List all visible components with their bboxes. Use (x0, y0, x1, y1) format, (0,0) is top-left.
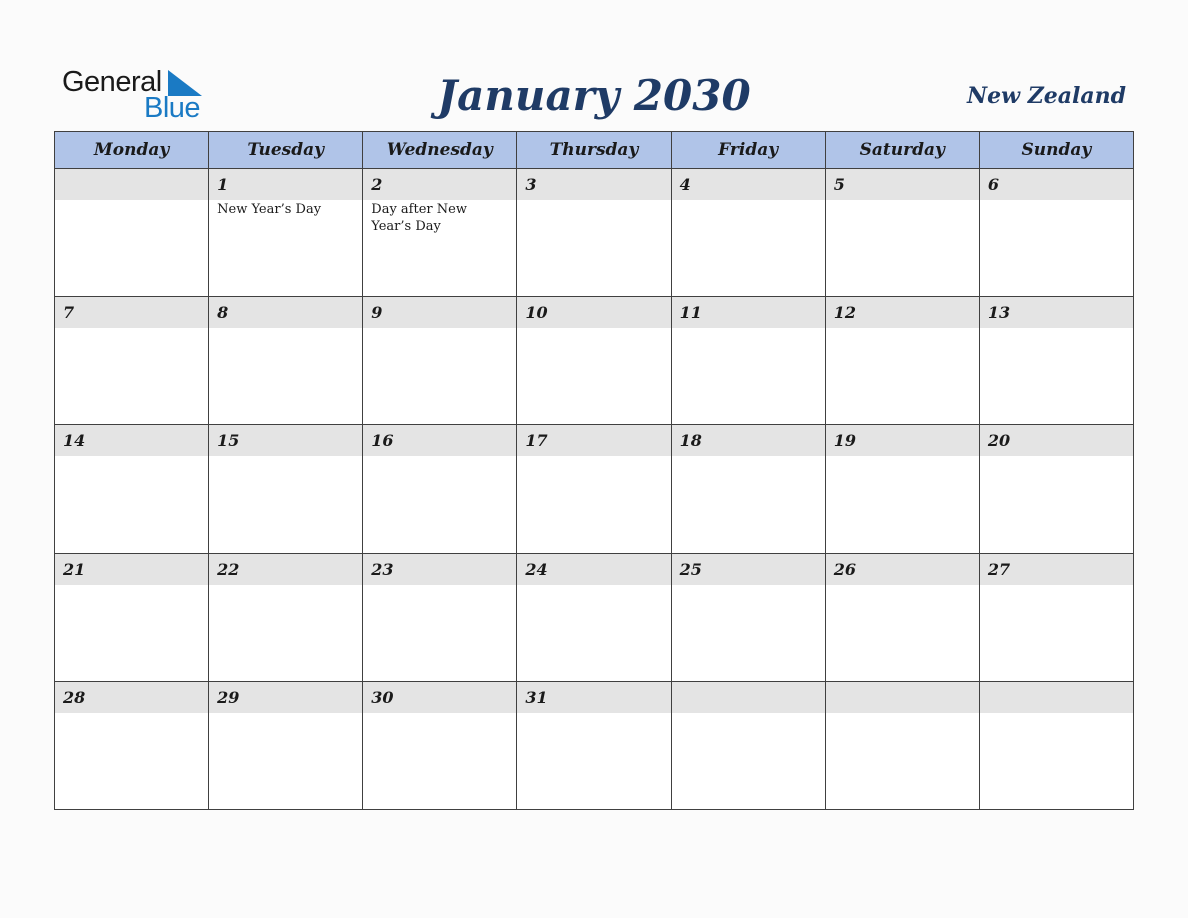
day-number: 2 (363, 169, 516, 200)
day-number: 10 (517, 297, 670, 328)
day-number: 23 (363, 554, 516, 585)
day-cell (825, 425, 979, 553)
day-cell (671, 425, 825, 553)
day-number: 7 (55, 297, 208, 328)
day-cell (55, 169, 209, 297)
day-cell (363, 169, 517, 297)
day-number: 17 (517, 425, 670, 456)
day-number: 31 (517, 682, 670, 713)
weekday-header-saturday: Saturday (825, 132, 979, 169)
day-cell (671, 681, 825, 809)
holiday-label: Day after New Year’s Day (371, 202, 467, 234)
day-cell (55, 297, 209, 425)
day-number: 13 (980, 297, 1133, 328)
day-number: 8 (209, 297, 362, 328)
day-cell (517, 169, 671, 297)
day-number: 18 (672, 425, 825, 456)
day-cell (209, 553, 363, 681)
day-cell (979, 681, 1133, 809)
day-number: 30 (363, 682, 516, 713)
day-cell (55, 553, 209, 681)
generalblue-logo (62, 66, 212, 126)
day-number: 29 (209, 682, 362, 713)
day-cell (979, 297, 1133, 425)
day-number: 20 (980, 425, 1133, 456)
day-cell (517, 553, 671, 681)
week-row (55, 425, 1134, 553)
day-number: 4 (672, 169, 825, 200)
day-number (55, 169, 208, 200)
day-number: 27 (980, 554, 1133, 585)
day-cell (209, 425, 363, 553)
day-cell (55, 425, 209, 553)
country-label: New Zealand (966, 83, 1126, 109)
week-row (55, 297, 1134, 425)
day-number: 25 (672, 554, 825, 585)
day-number (980, 682, 1133, 713)
calendar-body (55, 169, 1134, 810)
day-cell (209, 297, 363, 425)
day-cell (825, 169, 979, 297)
week-row (55, 553, 1134, 681)
day-number: 16 (363, 425, 516, 456)
day-number: 22 (209, 554, 362, 585)
day-number: 26 (826, 554, 979, 585)
day-number: 11 (672, 297, 825, 328)
day-number: 15 (209, 425, 362, 456)
day-cell (979, 553, 1133, 681)
day-cell (363, 425, 517, 553)
month-calendar-grid (54, 131, 1134, 810)
day-number (826, 682, 979, 713)
day-number: 5 (826, 169, 979, 200)
day-cell (209, 169, 363, 297)
day-cell (825, 553, 979, 681)
day-cell (517, 681, 671, 809)
weekday-header-row (55, 132, 1134, 169)
day-number: 19 (826, 425, 979, 456)
weekday-header-sunday: Sunday (979, 132, 1133, 169)
day-number: 1 (209, 169, 362, 200)
day-cell (209, 681, 363, 809)
day-number: 14 (55, 425, 208, 456)
day-cell (979, 425, 1133, 553)
day-cell (825, 681, 979, 809)
calendar-title: January 2030 (437, 71, 751, 120)
day-number: 12 (826, 297, 979, 328)
day-cell (671, 169, 825, 297)
weekday-header-tuesday: Tuesday (209, 132, 363, 169)
day-number: 6 (980, 169, 1133, 200)
day-number: 21 (55, 554, 208, 585)
week-row (55, 681, 1134, 809)
weekday-header-friday: Friday (671, 132, 825, 169)
holiday-label: New Year’s Day (217, 202, 322, 217)
week-row (55, 169, 1134, 297)
day-cell (363, 681, 517, 809)
day-number: 24 (517, 554, 670, 585)
weekday-header-wednesday: Wednesday (363, 132, 517, 169)
day-cell (825, 297, 979, 425)
logo-word-general: General (62, 66, 162, 98)
day-number: 3 (517, 169, 670, 200)
day-cell (671, 297, 825, 425)
day-cell (979, 169, 1133, 297)
day-cell (671, 553, 825, 681)
day-cell (363, 553, 517, 681)
day-cell (363, 297, 517, 425)
day-cell (517, 425, 671, 553)
day-cell (517, 297, 671, 425)
day-number: 9 (363, 297, 516, 328)
day-number (672, 682, 825, 713)
weekday-header-monday: Monday (55, 132, 209, 169)
weekday-header-thursday: Thursday (517, 132, 671, 169)
logo-word-blue: Blue (144, 92, 201, 124)
day-cell (55, 681, 209, 809)
day-number: 28 (55, 682, 208, 713)
